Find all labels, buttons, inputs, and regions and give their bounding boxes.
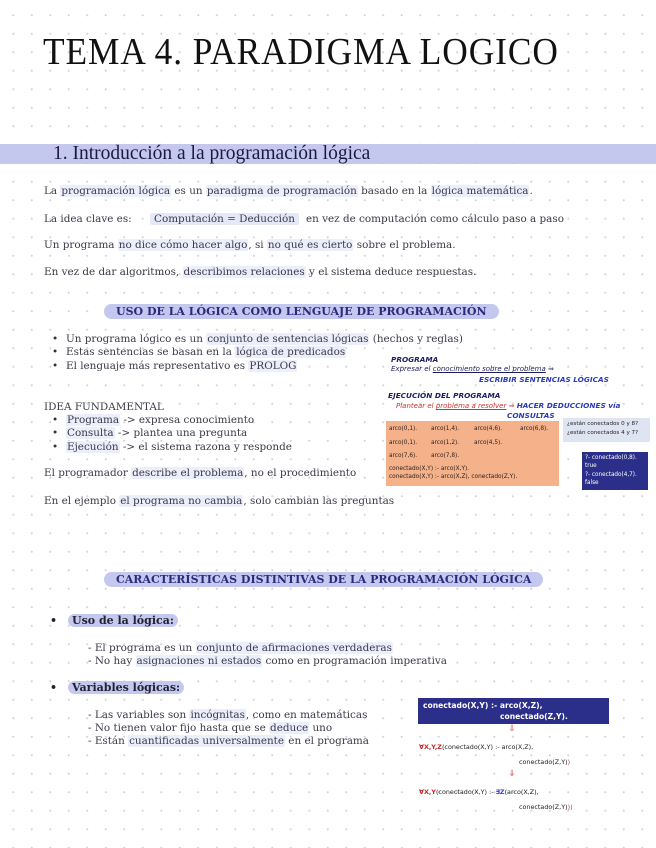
key-idea-formula: Computación = Deducción [150, 213, 299, 225]
result-text: false [585, 480, 599, 486]
page-title: TEMA 4. PARADIGMA LOGICO [43, 31, 559, 73]
fact: arco(4,6). [474, 426, 503, 432]
query-box [563, 418, 650, 442]
formula-1-cont: conectado(Z,Y)) [519, 758, 571, 766]
arrow-down-icon: ⇓ [508, 769, 516, 779]
list-item: • Ejecución -> el sistema razona y responde [46, 441, 292, 454]
fact: arco(1,4). [431, 426, 460, 432]
result-box [582, 452, 648, 490]
rule-line: conectado(X,Y) :- arco(X,Z), [423, 701, 543, 710]
idea-title: IDEA FUNDAMENTAL [44, 401, 164, 413]
programa-title: PROGRAMA [391, 355, 439, 364]
fact: arco(0,1). [389, 426, 418, 432]
ejecucion-title: EJECUCIÓN DEL PROGRAMA [388, 391, 501, 400]
formula-2: ∀X,Y(conectado(X,Y) :- ∃Z(arco(X,Z), [419, 788, 539, 796]
section-title: 1. Introducción a la programación lógica [53, 143, 371, 164]
uso-paragraph-5: El programador describe el problema, no el procedimiento [44, 467, 357, 479]
list-item: • Estas sentencias se basan en la lógica de predicados [46, 346, 463, 359]
key-idea-explanation: en vez de computación como cálculo paso a paso [306, 213, 564, 225]
uso-logica-line-2: - No hay asignaciones ni estados como en programación imperativa [88, 655, 447, 667]
list-item: • Consulta -> plantea una pregunta [46, 427, 292, 440]
list-item: • El lenguaje más representativo es PROLOG [46, 360, 463, 373]
rule: conectado(X,Y) :- arco(X,Y). [389, 466, 470, 472]
fact: arco(7,8). [431, 453, 460, 459]
formula-2-cont: conectado(Z,Y))) [519, 803, 573, 811]
intro-paragraph-1: La programación lógica es un paradigma de programación basado en la lógica matemática. [44, 185, 533, 197]
uso-logica-line-1: - El programa es un conjunto de afirmaciones verdaderas [88, 642, 392, 654]
fact: arco(1,2). [431, 440, 460, 446]
fact: arco(4,5). [474, 440, 503, 446]
programa-line-2: ESCRIBIR SENTENCIAS LÓGICAS [479, 375, 609, 384]
query-text: ¿están conectados 0 y 8? [567, 421, 639, 427]
arrow-down-icon: ⇓ [508, 724, 516, 734]
ejecucion-line-1: Plantear el problema a resolver ⇒ HACER DEDUCCIONES vía [396, 401, 621, 410]
result-text: true [585, 463, 597, 469]
result-text: ?- conectado(4,7). [585, 472, 637, 478]
list-item: • Un programa lógico es un conjunto de sentencias lógicas (hechos y reglas) [46, 333, 463, 346]
variables-logicas-bullet: • Variables lógicas: [50, 681, 184, 694]
programa-diagram [386, 352, 652, 492]
uso-heading: USO DE LA LÓGICA COMO LENGUAJE DE PROGRAMACIÓN [104, 304, 499, 319]
intro-paragraph-4: En vez de dar algoritmos, describimos relaciones y el sistema deduce respuestas. [44, 266, 477, 278]
variables-line-2: - No tienen valor fijo hasta que se deduce uno [88, 722, 333, 734]
formula-1: ∀X,Y,Z(conectado(X,Y) :- arco(X,Z), [419, 743, 534, 751]
ejecucion-line-2: CONSULTAS [507, 411, 555, 420]
formula-diagram [418, 698, 610, 816]
intro-paragraph-2: La idea clave es: [44, 213, 132, 225]
fact: arco(6,8). [520, 426, 549, 432]
list-item: • Programa -> expresa conocimiento [46, 414, 292, 427]
uso-logica-bullet: • Uso de la lógica: [50, 614, 178, 627]
rule-box [418, 698, 609, 724]
rule-line: conectado(Z,Y). [500, 712, 568, 721]
programa-line-1: Expresar el conocimiento sobre el problema ⇒ [391, 365, 554, 373]
intro-paragraph-3: Un programa no dice cómo hacer algo, si no qué es cierto sobre el problema. [44, 239, 456, 251]
uso-paragraph-6: En el ejemplo el programa no cambia, solo cambian las preguntas [44, 495, 395, 507]
rule: conectado(X,Y) :- arco(X,Z), conectado(Z,Y). [389, 474, 518, 480]
variables-line-1: - Las variables son incógnitas, como en matemáticas [88, 709, 368, 721]
idea-list [46, 414, 292, 454]
variables-line-3: - Están cuantificadas universalmente en el programa [88, 735, 369, 747]
facts-box [386, 421, 559, 486]
caracteristicas-heading: CARACTERÍSTICAS DISTINTIVAS DE LA PROGRAMACIÓN LÓGICA [104, 572, 543, 587]
fact: arco(7,6). [389, 453, 418, 459]
result-text: ?- conectado(0,8). [585, 455, 637, 461]
fact: arco(0,1). [389, 440, 418, 446]
query-text: ¿están conectados 4 y 7? [567, 430, 639, 436]
